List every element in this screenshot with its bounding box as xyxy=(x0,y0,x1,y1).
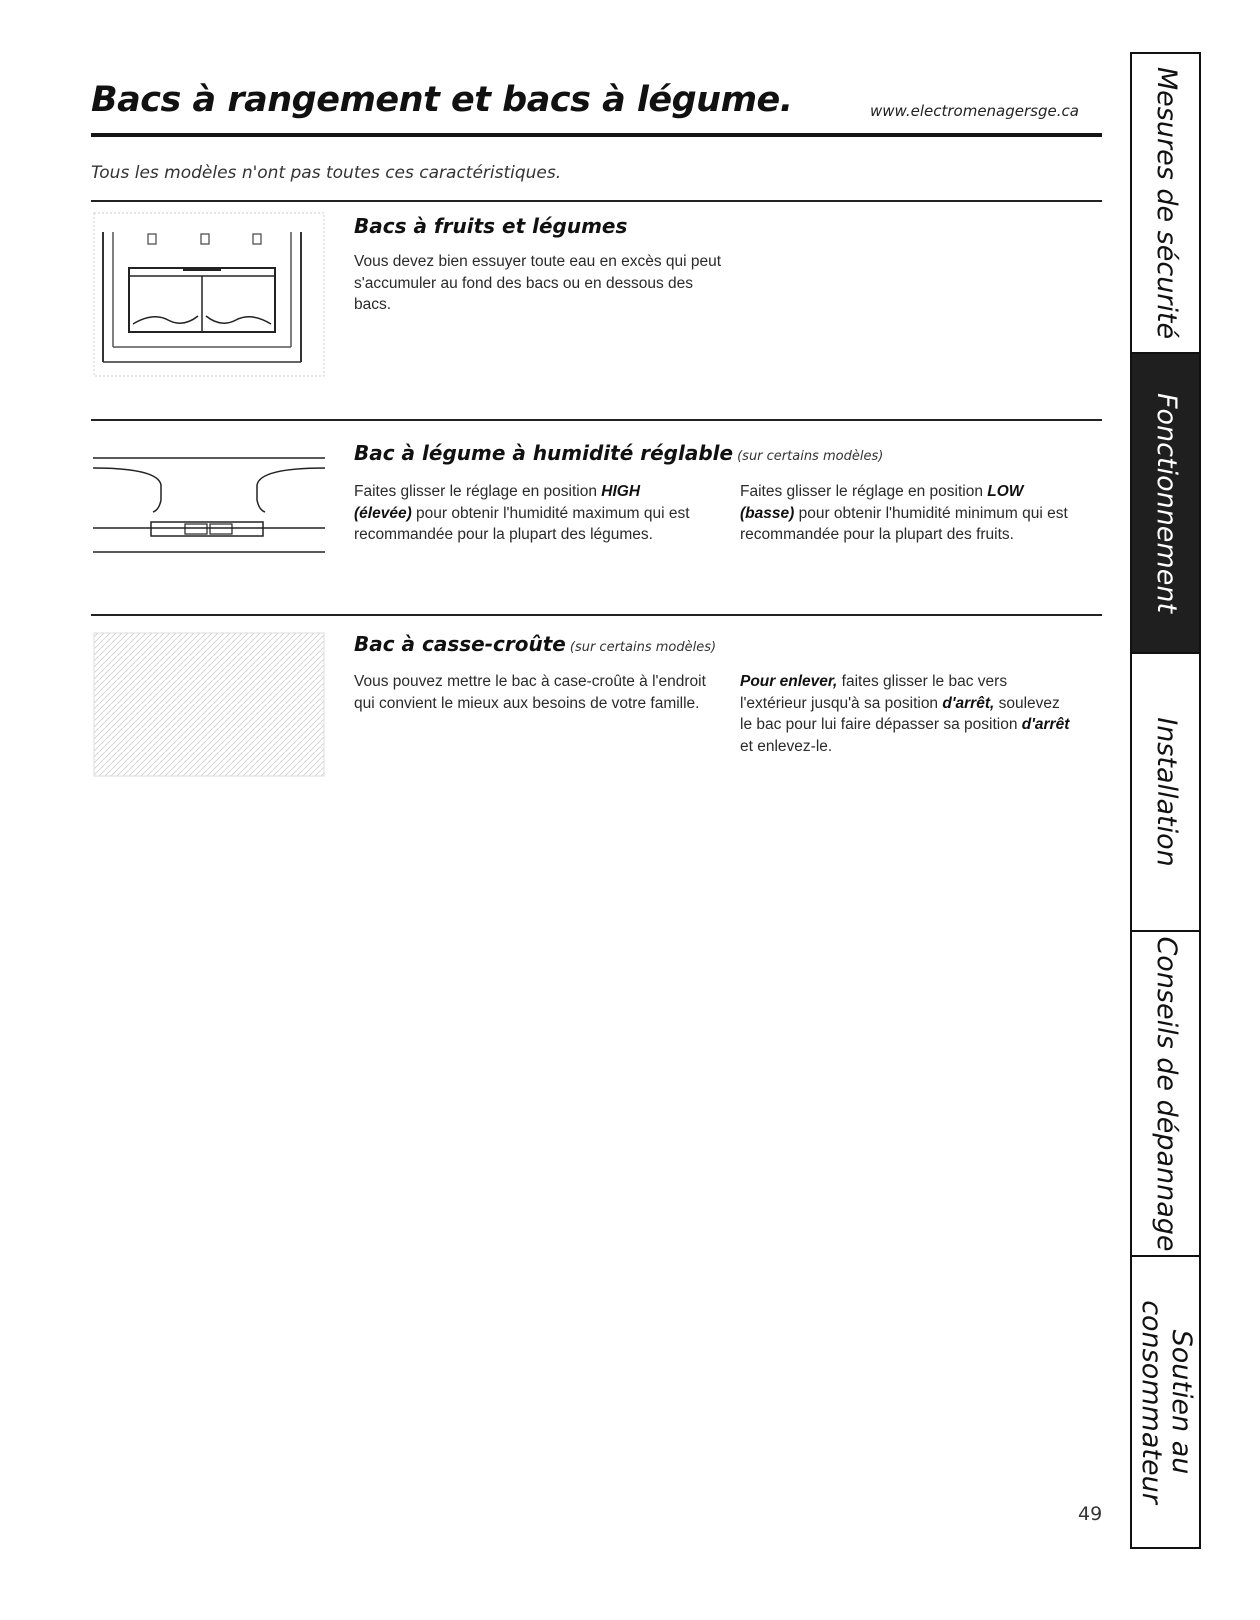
bold-darret-1: d'arrêt, xyxy=(942,694,995,712)
text-1: faites glisser le bac vers l'extérieur jusqu'à sa position xyxy=(740,673,1008,712)
section-divider xyxy=(91,614,1102,616)
section-divider xyxy=(91,419,1102,421)
snack-drawer-text: Vous pouvez mettre le bac à case-croûte à l'endroit qui convient le mieux aux besoins de votre famille. xyxy=(354,673,706,712)
humidity-high-text xyxy=(354,481,709,546)
heading-note: (sur certains modèles) xyxy=(737,449,884,464)
bold-high: HIGH xyxy=(601,483,641,500)
tab-installation[interactable] xyxy=(1132,654,1199,932)
bold-basse: (basse) xyxy=(740,504,795,522)
section-body-fruits-legumes: Vous devez bien essuyer toute eau en excès qui peut s'accumuler au fond des bacs ou en dessous des bacs. xyxy=(354,253,722,313)
snack-drawer-illustration xyxy=(93,632,325,777)
text-post: pour obtenir l'humidité maximum qui est recommandée pour la plupart des légumes. xyxy=(354,504,690,543)
heading-text: Bac à légume à humidité réglable xyxy=(354,441,734,465)
bold-low: LOW xyxy=(987,483,1024,500)
title-divider xyxy=(91,133,1102,137)
page-number: 49 xyxy=(1078,1503,1103,1525)
tab-soutien-au-consommateur[interactable] xyxy=(1132,1257,1199,1547)
tab-label: Installation xyxy=(1150,717,1182,867)
text-3: et enlevez-le. xyxy=(740,737,833,755)
bold-pour-enlever: Pour enlever, xyxy=(740,673,838,690)
tab-label: Mesures de sécurité xyxy=(1150,66,1182,340)
tab-conseils-de-depannage[interactable] xyxy=(1132,932,1199,1257)
tab-label-line1: Soutien au xyxy=(1165,1329,1197,1475)
section-heading-humidite xyxy=(354,441,883,465)
humidity-drawer-illustration xyxy=(93,440,325,575)
section-heading-fruits-legumes: Bacs à fruits et légumes xyxy=(354,214,628,238)
section-heading-casse-croute xyxy=(354,632,716,656)
text-pre: Faites glisser le réglage en position xyxy=(354,483,602,500)
heading-text: Bac à casse-croûte xyxy=(354,632,566,656)
tab-label: Fonctionnement xyxy=(1150,392,1182,614)
bold-darret-2: d'arrêt xyxy=(1021,716,1070,733)
text-pre: Faites glisser le réglage en position xyxy=(740,483,988,500)
heading-note: (sur certains modèles) xyxy=(569,640,717,655)
page-subtitle: Tous les modèles n'ont pas toutes ces caractéristiques. xyxy=(91,163,562,183)
tab-label-line2: consommateur xyxy=(1135,1300,1167,1504)
text-2: soulevez le bac pour lui faire dépasser sa position xyxy=(740,694,1060,733)
text-post: pour obtenir l'humidité minimum qui est recommandée pour la plupart des fruits. xyxy=(740,504,1068,543)
tab-mesures-de-securite[interactable] xyxy=(1132,54,1199,354)
tab-fonctionnement[interactable] xyxy=(1132,354,1199,654)
website-url[interactable]: www.electromenagersge.ca xyxy=(870,102,1079,120)
page-title: Bacs à rangement et bacs à légume. xyxy=(91,80,793,120)
tab-label: Conseils de dépannage xyxy=(1150,935,1182,1252)
humidity-low-text xyxy=(740,481,1105,546)
section-divider xyxy=(91,200,1102,202)
bold-elevee: (élevée) xyxy=(354,504,412,522)
snack-drawer-removal-text xyxy=(740,671,1070,757)
crisper-drawers-illustration xyxy=(93,212,325,377)
tab-label xyxy=(1136,1300,1196,1504)
section-tabs xyxy=(1130,52,1201,1549)
